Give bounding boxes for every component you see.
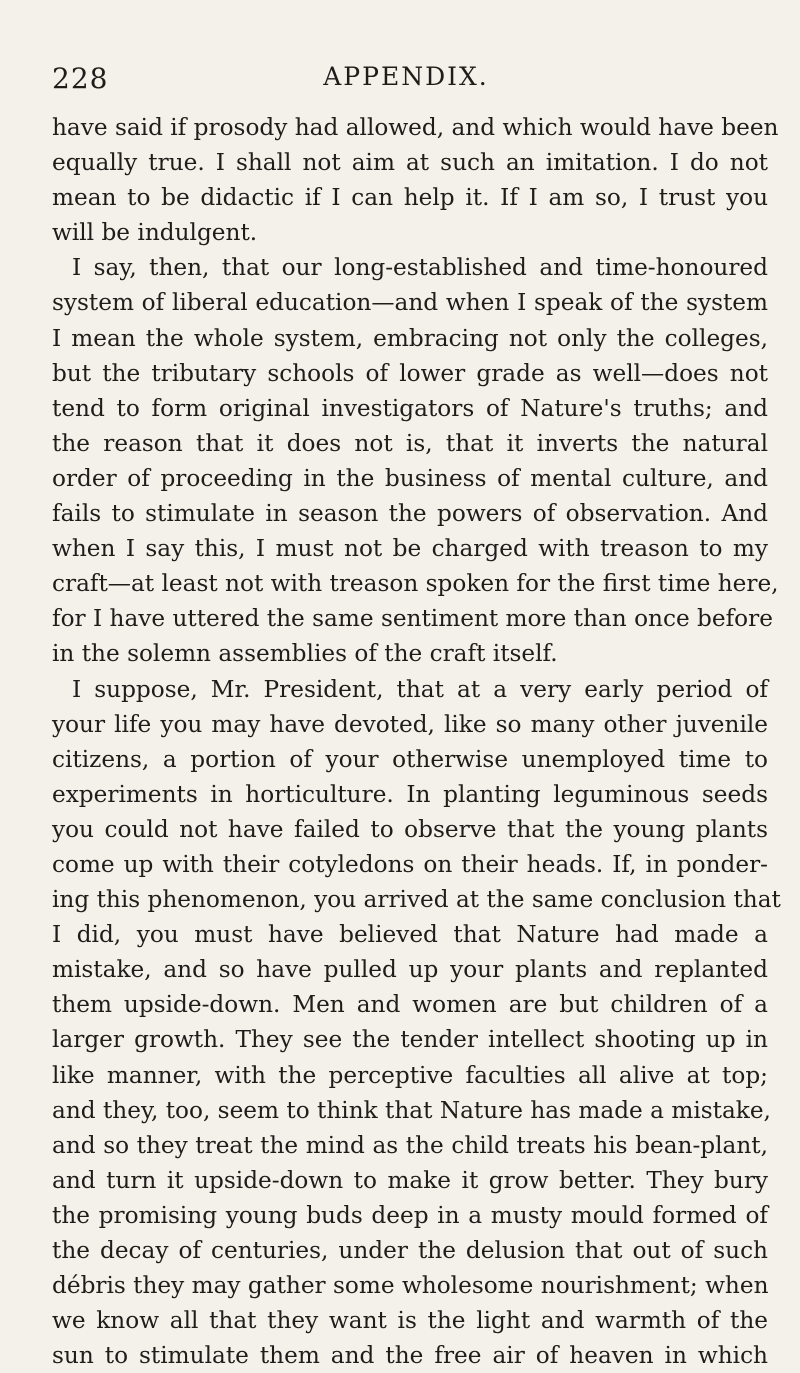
text-line: fails to stimulate in season the powers of observation. And xyxy=(52,500,768,528)
text-line: mistake, and so have pulled up your plants and replanted xyxy=(52,956,768,984)
text-line: I mean the whole system, embracing not only the colleges, xyxy=(52,324,768,352)
text-line: order of proceeding in the business of mental culture, and xyxy=(52,464,768,492)
text-line: when I say this, I must not be charged with treason to my xyxy=(52,535,768,563)
text-line: craft—at least not with treason spoken for the first time here, xyxy=(52,570,779,598)
body-text xyxy=(52,110,781,1373)
text-line: will be indulgent. xyxy=(52,219,258,247)
text-line: I say, then, that our long-established and time-honoured xyxy=(72,254,768,282)
text-line: larger growth. They see the tender intellect shooting up in xyxy=(52,1026,768,1054)
text-line: the decay of centuries, under the delusion that out of such xyxy=(52,1237,768,1264)
running-head xyxy=(52,56,760,95)
text-line: citizens, a portion of your otherwise unemployed time to xyxy=(52,745,768,773)
text-line: mean to be didactic if I can help it. If I am so, I trust you xyxy=(52,184,768,212)
text-line: I did, you must have believed that Nature had made a xyxy=(52,921,768,949)
text-line: for I have uttered the same sentiment more than once before xyxy=(52,605,773,633)
text-line: come up with their cotyledons on their heads. If, in ponder- xyxy=(52,850,768,878)
text-line: sun to stimulate them and the free air of heaven in which xyxy=(52,1342,768,1370)
text-line: have said if prosody had allowed, and which would have been xyxy=(52,114,779,141)
text-line: system of liberal education—and when I speak of the system xyxy=(52,289,768,317)
text-line: them upside-down. Men and women are but children of a xyxy=(52,991,768,1019)
text-line: débris they may gather some wholesome nourishment; when xyxy=(52,1272,769,1300)
text-line: equally true. I shall not aim at such an imitation. I do not xyxy=(52,149,768,177)
text-line: and they, too, seem to think that Nature has made a mistake, xyxy=(52,1096,771,1124)
text-line: and turn it upside-down to make it grow better. They bury xyxy=(52,1166,768,1194)
running-title: APPENDIX. xyxy=(323,62,489,91)
text-line: ing this phenomenon, you arrived at the same conclusion that xyxy=(52,886,781,914)
text-line: your life you may have devoted, like so many other juvenile xyxy=(52,710,768,738)
text-line: you could not have failed to observe that the young plants xyxy=(52,815,768,843)
text-line: we know all that they want is the light and warmth of the xyxy=(52,1307,768,1335)
text-line: like manner, with the perceptive faculties all alive at top; xyxy=(52,1061,768,1089)
text-line: tend to form original investigators of Nature's truths; and xyxy=(52,394,768,422)
text-line: and so they treat the mind as the child treats his bean-plant, xyxy=(52,1131,768,1159)
text-line: the promising young buds deep in a musty mould formed of xyxy=(52,1201,768,1229)
page-number: 228 xyxy=(52,62,109,95)
text-line: experiments in horticulture. In planting leguminous seeds xyxy=(52,780,768,808)
text-line: in the solemn assemblies of the craft itself. xyxy=(52,640,558,668)
text-line: but the tributary schools of lower grade as well—does not xyxy=(52,359,768,387)
text-line: the reason that it does not is, that it inverts the natural xyxy=(52,429,768,457)
text-line: I suppose, Mr. President, that at a very early period of xyxy=(72,675,768,703)
